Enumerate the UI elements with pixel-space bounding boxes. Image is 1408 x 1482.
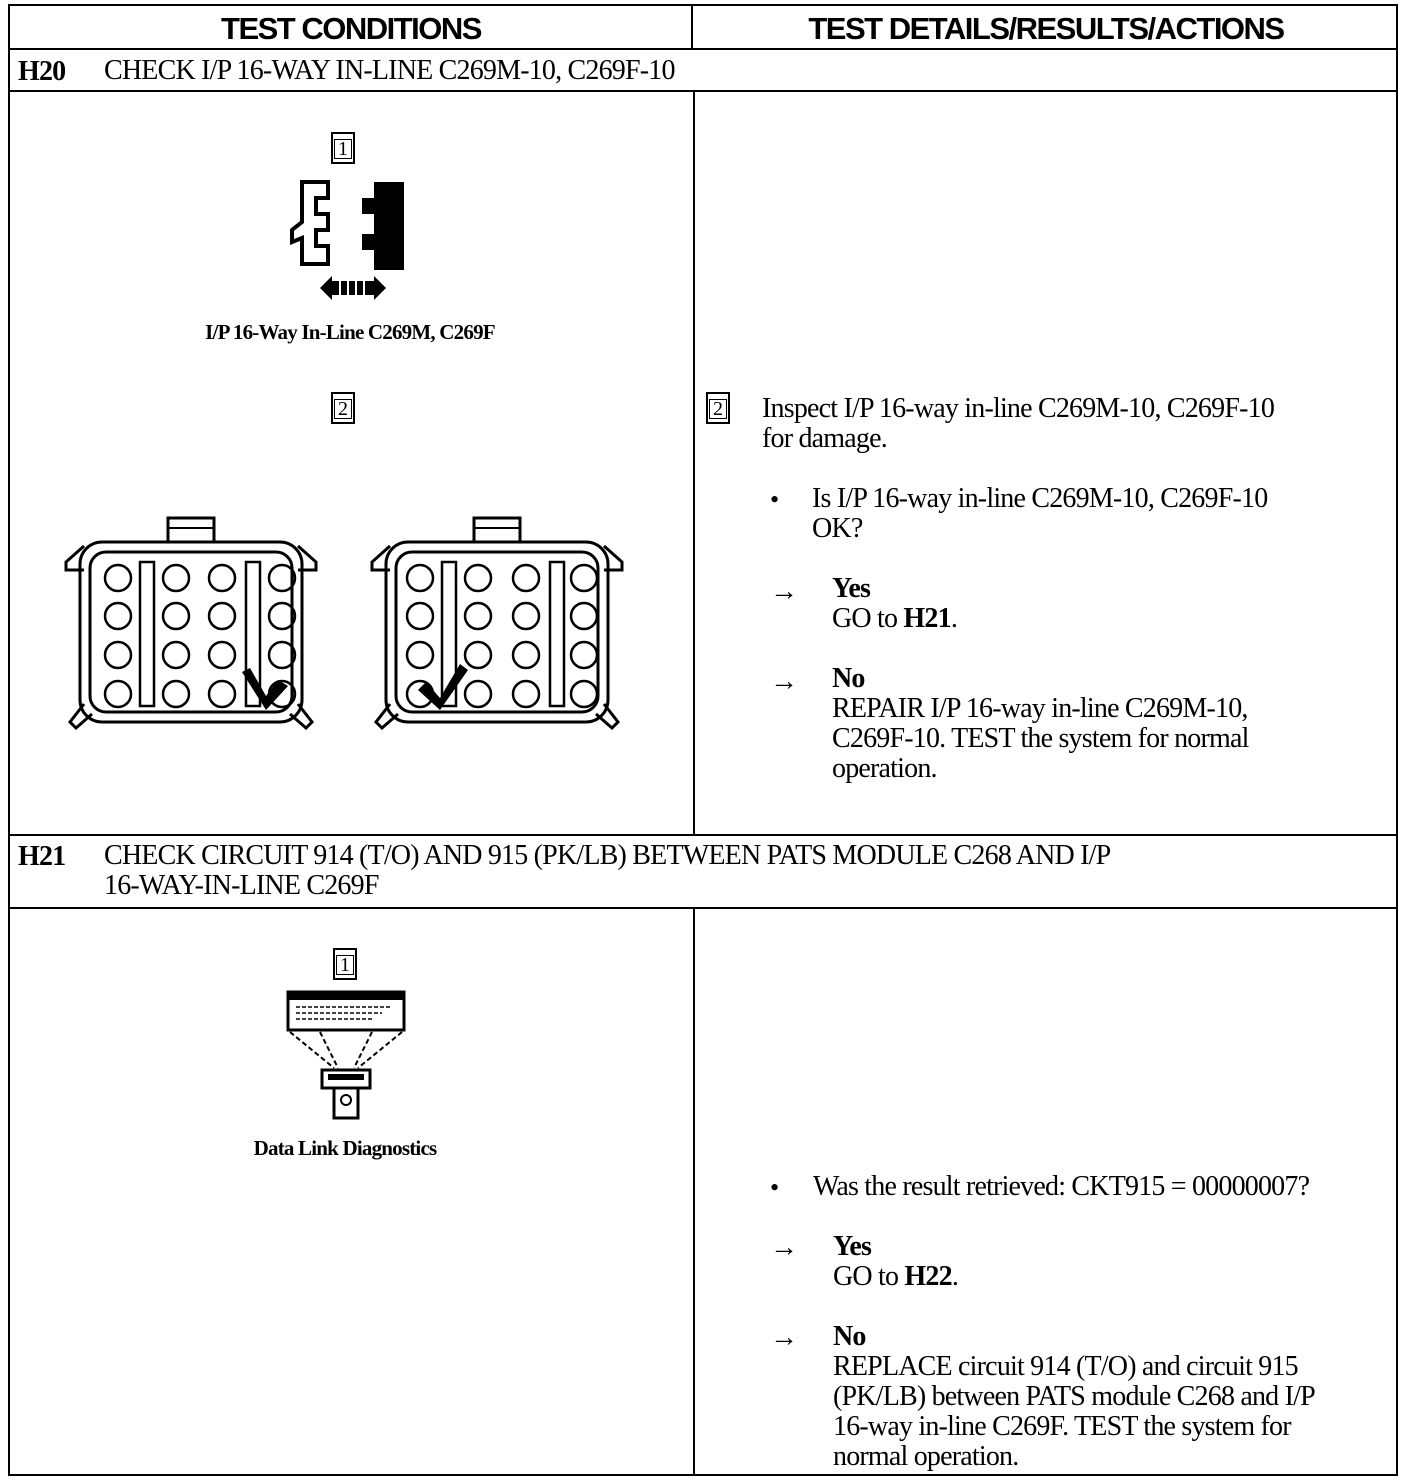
h20-no-label: No bbox=[832, 663, 865, 694]
h20-question-bullet: • bbox=[770, 485, 780, 514]
h20-step2-number: 2 bbox=[331, 392, 355, 424]
h20-question-line1: Is I/P 16-way in-line C269M-10, C269F-10 bbox=[812, 483, 1268, 514]
h20-yes-label: Yes bbox=[832, 573, 871, 604]
h20-step1-caption: I/P 16-Way In-Line C269M, C269F bbox=[205, 320, 495, 344]
h21-step-title-line2: 16-WAY-IN-LINE C269F bbox=[104, 870, 379, 901]
rule-header-bottom bbox=[10, 48, 1396, 50]
h20-yes-action: GO to H21. bbox=[832, 603, 958, 634]
h20-no-line2: C269F-10. TEST the system for normal bbox=[832, 723, 1249, 754]
rule-h20-bottom bbox=[10, 834, 1396, 836]
h20-detail-line2: for damage. bbox=[762, 423, 887, 454]
h21-no-line1: REPLACE circuit 914 (T/O) and circuit 915 bbox=[833, 1351, 1298, 1382]
h21-no-arrow: → bbox=[770, 1322, 798, 1353]
header-test-conditions: TEST CONDITIONS bbox=[221, 11, 481, 46]
h21-no-line2: (PK/LB) between PATS module C268 and I/P bbox=[833, 1381, 1315, 1412]
h20-no-line3: operation. bbox=[832, 753, 937, 784]
connector-disconnect-icon bbox=[278, 178, 408, 303]
data-link-diagnostics-icon bbox=[286, 990, 406, 1120]
h20-step1-number: 1 bbox=[331, 132, 355, 164]
rule-h21-title-bottom bbox=[10, 907, 1396, 909]
h20-question-line2: OK? bbox=[812, 513, 863, 544]
h21-question-bullet: • bbox=[770, 1173, 780, 1202]
h20-no-arrow: → bbox=[770, 666, 798, 697]
h21-yes-action: GO to H22. bbox=[833, 1261, 959, 1292]
h21-step-title-line1: CHECK CIRCUIT 914 (T/O) AND 915 (PK/LB) BETWEEN PATS MODULE C268 AND I/P bbox=[104, 840, 1111, 871]
h21-step1-number: 1 bbox=[333, 948, 357, 980]
rule-h20-divider bbox=[693, 90, 695, 834]
connector-c269m-face-icon bbox=[60, 514, 325, 739]
h21-question: Was the result retrieved: CKT915 = 00000007? bbox=[813, 1171, 1310, 1202]
h21-step1-caption: Data Link Diagnostics bbox=[253, 1136, 437, 1160]
h20-detail-number: 2 bbox=[706, 392, 730, 424]
h20-step-id: H20 bbox=[18, 56, 66, 87]
h21-yes-label: Yes bbox=[833, 1231, 872, 1262]
h21-no-label: No bbox=[833, 1321, 866, 1352]
h20-step-title: CHECK I/P 16-WAY IN-LINE C269M-10, C269F-10 bbox=[104, 55, 675, 86]
h20-detail-line1: Inspect I/P 16-way in-line C269M-10, C269F-10 bbox=[762, 393, 1275, 424]
h21-no-line4: normal operation. bbox=[833, 1441, 1019, 1472]
rule-header-divider bbox=[691, 6, 693, 48]
header-test-details: TEST DETAILS/RESULTS/ACTIONS bbox=[808, 11, 1284, 46]
h20-no-line1: REPAIR I/P 16-way in-line C269M-10, bbox=[832, 693, 1248, 724]
h21-no-line3: 16-way in-line C269F. TEST the system for bbox=[833, 1411, 1291, 1442]
connector-c269f-face-icon bbox=[366, 514, 631, 739]
rule-h21-divider bbox=[693, 907, 695, 1476]
h21-yes-arrow: → bbox=[770, 1232, 798, 1263]
rule-h20-title-bottom bbox=[10, 90, 1396, 92]
diagnostic-table bbox=[8, 4, 1398, 1476]
h21-step-id: H21 bbox=[18, 841, 66, 872]
h20-yes-arrow: → bbox=[770, 576, 798, 607]
